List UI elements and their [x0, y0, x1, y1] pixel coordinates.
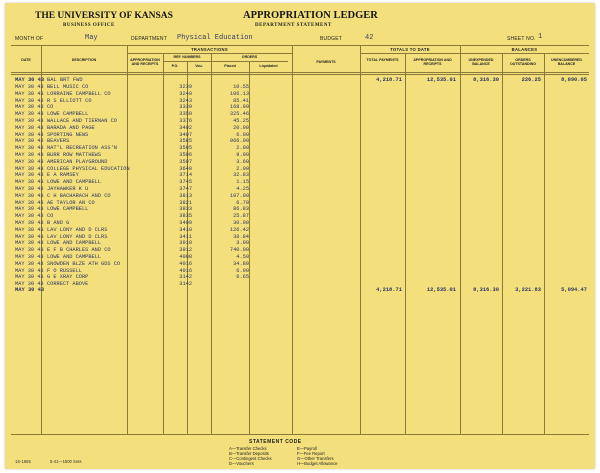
- entry-placed: 30.00: [233, 220, 249, 226]
- col-po: P.O.: [171, 64, 179, 68]
- entry-po: 3595: [179, 145, 192, 152]
- rule-v8: [360, 45, 361, 434]
- entry-placed: 2.00: [236, 145, 249, 152]
- entry-description: NAT'L RECREATION ASS'N: [47, 145, 117, 152]
- code-a: A—Transfer Checks: [229, 446, 267, 451]
- entry-description: LOWE AND CAMPBELL: [47, 254, 102, 260]
- refs-rule: [163, 61, 288, 62]
- entry-po: 3833: [179, 206, 192, 213]
- sheet-label: SHEET NO.: [507, 36, 536, 42]
- entry-date: MAY 30 43: [15, 152, 44, 158]
- entry-placed: 740.00: [229, 247, 249, 254]
- entry-po: 3411: [179, 233, 192, 240]
- col-placed: Placed: [224, 64, 236, 68]
- entry-description: CORRECT ABOVE: [47, 281, 89, 288]
- entry-placed: 6.70: [236, 199, 249, 206]
- ledger-entry-row: [15, 227, 335, 234]
- rule-v12: [544, 53, 545, 434]
- ledger-entry-row: [15, 274, 335, 281]
- entry-po: 3492: [179, 124, 192, 131]
- entry-po: 3142: [179, 274, 192, 281]
- entry-po: 3339: [179, 104, 192, 111]
- entry-description: SPORTING NEWS: [47, 131, 89, 138]
- entry-date: MAY 30 43: [15, 247, 44, 254]
- budget-label: BUDGET: [320, 36, 343, 42]
- entry-date: MAY 30 43: [15, 145, 44, 152]
- ledger-entry-row: [15, 254, 335, 261]
- entry-date: MAY 30 43: [15, 90, 44, 97]
- entry-date: MAY 30 43: [15, 254, 44, 260]
- entry-date: MAY 30 43: [15, 240, 44, 247]
- entry-description: COLLEGE PHYSICAL EDUCATION: [47, 165, 130, 172]
- entry-description: BELL MUSIC CO: [47, 84, 89, 90]
- entry-date: MAY 30 43: [15, 124, 44, 131]
- entry-date: MAY 30 43: [15, 84, 44, 90]
- col-ref-numbers: REF. NUMBERS: [173, 55, 201, 59]
- balance-forward-total-payments: 4,218.71: [376, 77, 402, 83]
- entry-placed: 9.00: [236, 152, 249, 158]
- entry-placed: 4.50: [236, 254, 249, 260]
- entry-po: 3585: [179, 138, 192, 145]
- entry-po: 3821: [179, 199, 192, 206]
- entry-po: 3745: [179, 179, 192, 186]
- entry-description: CO: [47, 213, 54, 220]
- entry-placed: 38.84: [233, 233, 249, 240]
- balance-forward-outstanding: 226.25: [521, 77, 541, 83]
- col-appropriation-receipts: APPROPRIATION AND RECEIPTS: [130, 58, 160, 67]
- entry-date: MAY 30 43: [15, 220, 44, 226]
- entry-placed: 325.46: [229, 111, 249, 118]
- entry-po: 3596: [179, 152, 192, 158]
- code-f: F—Fee Report: [297, 451, 325, 456]
- month-label: MONTH OF: [15, 36, 44, 42]
- entry-po: 3910: [179, 240, 192, 247]
- ledger-entry-row: [15, 98, 335, 105]
- col-liquidated: Liquidated: [259, 64, 278, 68]
- entry-date: MAY 30 43: [15, 199, 44, 206]
- ledger-entry-row: [15, 159, 335, 166]
- entry-description: BARADA AND PAGE: [47, 124, 95, 131]
- rule-v11: [502, 53, 503, 434]
- col-unencumbered: UNENCUMBERED BALANCE: [551, 58, 582, 67]
- table-bottom-rule: [11, 434, 589, 435]
- entry-date: MAY 30 43: [15, 186, 44, 192]
- col-total-appropriation: APPROPRIATION AND RECEIPTS: [413, 58, 452, 67]
- entry-placed: 85.41: [233, 97, 249, 104]
- entry-date: MAY 30 43: [15, 192, 44, 199]
- entry-po: 3409: [179, 220, 192, 226]
- rule-v10: [460, 45, 461, 434]
- entry-po: 3747: [179, 186, 192, 192]
- business-office: BUSINESS OFFICE: [63, 23, 115, 28]
- print-info: 5-41—1500 Sets: [50, 459, 82, 464]
- entry-placed: 4.25: [236, 186, 249, 192]
- ledger-entry-row: [15, 179, 335, 186]
- ledger-subtitle: DEPARTMENT STATEMENT: [255, 23, 332, 28]
- col-total-payments: TOTAL PAYMENTS: [366, 58, 399, 62]
- code-h: H—Budget Allowance: [297, 461, 338, 466]
- statement-codes-col1: [229, 446, 289, 466]
- entry-po: 3497: [179, 131, 192, 138]
- entry-placed: 10.55: [233, 84, 249, 90]
- entry-description: C H BACHARACH AND CO: [47, 192, 111, 199]
- entry-description: AE TAYLOR AN CO: [47, 199, 95, 206]
- totals-heading: TOTALS TO DATE: [390, 47, 430, 52]
- entry-description: LOWE CAMPBELL: [47, 206, 89, 213]
- ledger-entry-row: [15, 104, 335, 111]
- entry-date: MAY 30 43: [15, 131, 44, 138]
- ledger-entry-row: [15, 111, 335, 118]
- ledger-entry-row: [15, 118, 335, 125]
- entry-po: 3243: [179, 97, 192, 104]
- balance-after-date: MAY 30 43: [15, 287, 45, 293]
- entry-placed: 3.00: [236, 240, 249, 247]
- ledger-entry-row: [15, 213, 335, 220]
- totals-rule: [360, 53, 589, 54]
- entry-date: MAY 30 43: [15, 206, 44, 213]
- balance-after-outstanding: 3,221.83: [515, 287, 541, 293]
- department-value: Physical Education: [177, 34, 253, 42]
- entry-description: WALLACE AND TIERNAN CO: [47, 118, 117, 124]
- entry-po: 3714: [179, 172, 192, 179]
- entry-po: 3640: [179, 165, 192, 172]
- col-vou: Vou.: [195, 64, 203, 68]
- department-label: DEPARTMENT: [131, 36, 167, 42]
- entry-description: CO: [47, 104, 54, 111]
- entry-date: MAY 30 43: [15, 118, 44, 124]
- col-unexpended: UNEXPENDED BALANCE: [468, 58, 494, 67]
- entry-placed: 6.00: [236, 267, 249, 274]
- header-top-rule: [11, 45, 589, 46]
- entry-date: MAY 30 43: [15, 179, 44, 186]
- col-payments: PAYMENTS: [316, 60, 336, 64]
- entry-date: MAY 30 43: [15, 165, 44, 172]
- entry-date: MAY 30 43: [15, 97, 44, 104]
- entry-placed: 2.00: [236, 165, 249, 172]
- entry-placed: 32.83: [233, 172, 249, 179]
- entry-description: G E XRAY CORP: [47, 274, 89, 281]
- entry-placed: 86.83: [233, 206, 249, 213]
- entry-po: 3240: [179, 90, 192, 97]
- ledger-entry-row: [15, 125, 335, 132]
- entry-date: MAY 30 43: [15, 233, 44, 240]
- col-orders-outstanding: ORDERS OUTSTANDING: [509, 58, 537, 67]
- transactions-rule: [127, 53, 292, 54]
- ledger-entry-row: [15, 200, 335, 207]
- entry-description: LAV LONY AND D CLRS: [47, 233, 108, 240]
- entry-placed: 6.00: [236, 131, 249, 138]
- entry-description: B AND G: [47, 220, 70, 226]
- ledger-entry-row: [15, 220, 335, 227]
- entry-po: 4016: [179, 260, 192, 267]
- ledger-entry-row: [15, 268, 335, 275]
- ledger-entry-row: [15, 240, 335, 247]
- balance-after-total-payments: 4,218.71: [376, 287, 402, 293]
- entry-placed: 107.00: [229, 192, 249, 199]
- code-e: E—Payroll: [297, 446, 317, 451]
- balance-after-unexpended: 8,316.30: [473, 287, 499, 293]
- entry-po: 3350: [179, 111, 192, 118]
- entry-description: F O RUSSELL: [47, 267, 82, 274]
- col-date: DATE: [21, 58, 31, 62]
- balance-forward-date: MAY 30 43: [15, 77, 45, 83]
- balance-after-row: [15, 287, 590, 295]
- entry-placed: 45.25: [233, 118, 249, 124]
- entry-po: 3142: [179, 281, 192, 288]
- university-name: THE UNIVERSITY OF KANSAS: [35, 11, 173, 21]
- entry-description: E F B CHARLES AND CO: [47, 247, 111, 254]
- entry-date: MAY 30 43: [15, 267, 44, 274]
- month-value: May: [85, 34, 98, 42]
- entry-placed: 20.00: [233, 124, 249, 131]
- ledger-entry-row: [15, 84, 335, 91]
- balances-heading: BALANCES: [511, 47, 538, 52]
- ledger-entry-row: [15, 172, 335, 179]
- entry-po: 4016: [179, 267, 192, 274]
- ledger-entry-row: [15, 234, 335, 241]
- ledger-entry-row: [15, 145, 335, 152]
- ledger-entry-row: [15, 132, 335, 139]
- entry-po: 3813: [179, 192, 192, 199]
- ledger-title: APPROPRIATION LEDGER: [243, 10, 378, 21]
- code-d: D—Vouchers: [229, 461, 254, 466]
- entry-po: 3597: [179, 158, 192, 165]
- entry-date: MAY 30 43: [15, 104, 44, 111]
- entry-description: LOWE CAMPBELL: [47, 111, 89, 118]
- ledger-entry-row: [15, 261, 335, 268]
- entry-po: 4008: [179, 254, 192, 260]
- ledger-entry-row: [15, 91, 335, 98]
- entry-date: MAY 30 43: [15, 111, 44, 118]
- entry-description: LOWE AND CAMPBELL: [47, 179, 102, 186]
- col-description: DESCRIPTION: [71, 58, 97, 62]
- statement-codes-col2: [297, 446, 357, 466]
- transactions-heading: TRANSACTIONS: [191, 47, 228, 52]
- entry-po: 3835: [179, 213, 192, 220]
- entry-description: BEAVERS: [47, 138, 70, 145]
- entry-description: BURR ROW MATTHEWS: [47, 152, 102, 158]
- ledger-entry-row: [15, 247, 335, 254]
- entry-description: R S ELLIOTT CO: [47, 97, 92, 104]
- entry-description: LAV LONY AND D CLRS: [47, 226, 108, 233]
- entry-date: MAY 30 43: [15, 138, 44, 145]
- ledger-entry-row: [15, 152, 335, 159]
- entry-date: MAY 30 43: [15, 274, 44, 281]
- entry-placed: 25.87: [233, 213, 249, 220]
- balance-forward-appropriation: 12,535.01: [426, 77, 456, 83]
- code-c: C—Contingent Checks: [229, 456, 272, 461]
- entry-placed: 34.80: [233, 260, 249, 267]
- entry-date: MAY 30 43: [15, 260, 44, 267]
- balance-forward-desc: BAL BRT FWD: [47, 77, 83, 83]
- ledger-entry-row: [15, 186, 335, 193]
- entry-po: 3376: [179, 118, 192, 124]
- entry-description: SNOWDEN BLZE ATH GDS CO: [47, 260, 121, 267]
- code-g: G—Other Transfers: [297, 456, 334, 461]
- statement-code-title: STATEMENT CODE: [249, 439, 302, 445]
- form-number: 1S-1655: [15, 459, 31, 464]
- ledger-entry-row: [15, 166, 335, 173]
- entry-po: 3410: [179, 226, 192, 233]
- entry-placed: 126.42: [229, 226, 249, 233]
- entry-placed: 1.15: [236, 179, 249, 186]
- entry-date: MAY 30 43: [15, 172, 44, 179]
- entry-placed: 6.65: [236, 274, 249, 281]
- balance-forward-unexpended: 8,316.30: [473, 77, 499, 83]
- entry-date: MAY 30 43: [15, 158, 44, 165]
- entry-description: JAYHAWKER K U: [47, 186, 89, 192]
- ledger-sheet: [5, 3, 595, 469]
- entry-description: E A RAMSEY: [47, 172, 79, 179]
- entry-po: 3239: [179, 84, 192, 90]
- entry-placed: 3.60: [236, 158, 249, 165]
- entry-placed: 106.13: [229, 90, 249, 97]
- ledger-entry-row: [15, 138, 335, 145]
- ledger-entry-row: [15, 206, 335, 213]
- balance-forward-unencumbered: 8,090.05: [561, 77, 587, 83]
- entry-date: MAY 30 43: [15, 213, 44, 220]
- entry-date: MAY 30 43: [15, 281, 44, 288]
- code-b: B—Transfer Deposits: [229, 451, 269, 456]
- entry-placed: 966.00: [229, 138, 249, 145]
- entry-description: LOWE AND CAMPBELL: [47, 240, 102, 247]
- balance-after-appropriation: 12,535.01: [426, 287, 456, 293]
- entry-description: AMERICAN PLAYGROUND: [47, 158, 108, 165]
- budget-value: 42: [365, 34, 374, 42]
- entry-po: 3912: [179, 247, 192, 254]
- sheet-value: 1: [538, 33, 543, 41]
- entry-placed: 168.99: [229, 104, 249, 111]
- entry-date: MAY 30 43: [15, 226, 44, 233]
- entry-description: LORRAINE CAMPBELL CO: [47, 90, 111, 97]
- balance-after-unencumbered: 5,094.47: [561, 287, 587, 293]
- ledger-entry-row: [15, 193, 335, 200]
- rule-v9: [405, 53, 406, 434]
- col-orders: ORDERS: [241, 55, 258, 59]
